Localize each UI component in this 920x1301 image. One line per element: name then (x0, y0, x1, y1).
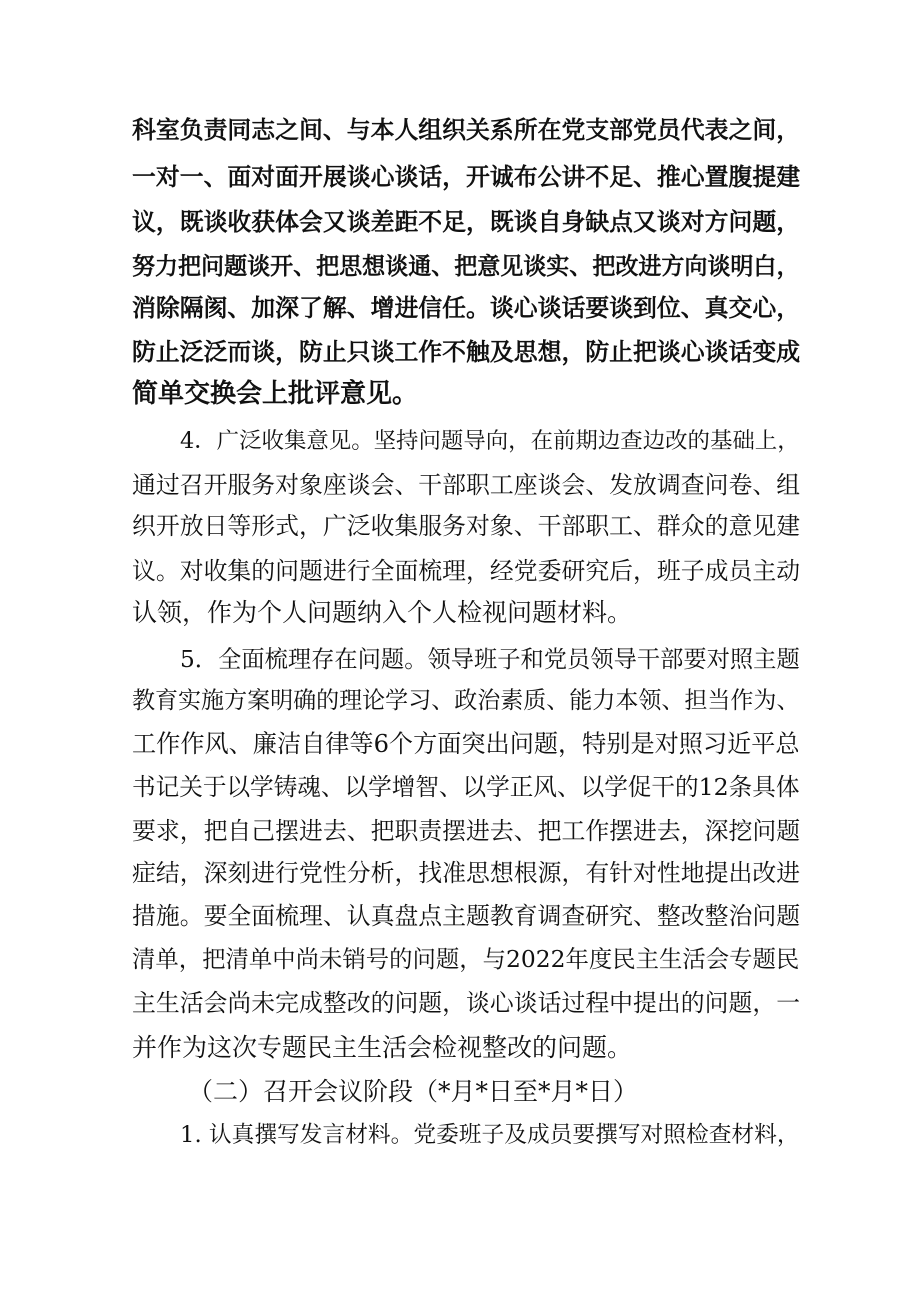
paragraph-line: 议。对收集的问题进行全面梳理，经党委研究后，班子成员主动 (132, 557, 801, 585)
paragraph-line: 清单，把清单中尚未销号的问题，与2022年度民主生活会专题民 (132, 945, 800, 973)
paragraph-line: 消除隔阂、加深了解、增进信任。谈心谈话要谈到位、真交心， (132, 294, 801, 322)
paragraph-line: 织开放日等形式，广泛收集服务对象、干部职工、群众的意见建 (132, 512, 801, 540)
paragraph-line: 并作为这次专题民主生活会检视整改的问题。 (132, 1033, 633, 1062)
paragraph-line: 认领，作为个人问题纳入个人检视问题材料。 (132, 598, 633, 627)
paragraph-line: 科室负责同志之间、与本人组织关系所在党支部党员代表之间， (132, 116, 801, 144)
paragraph-line: 书记关于以学铸魂、以学增智、以学正风、以学促干的12条具体 (132, 773, 800, 801)
paragraph-line: 教育实施方案明确的理论学习、政治素质、能力本领、担当作为、 (132, 688, 800, 714)
paragraph-line: 一对一、面对面开展谈心谈话，开诚布公讲不足、推心置腹提建 (132, 163, 801, 191)
paragraph-line: 工作作风、廉洁自律等6个方面突出问题，特别是对照习近平总 (132, 730, 800, 758)
paragraph-line: 通过召开服务对象座谈会、干部职工座谈会、发放调查问卷、组 (132, 471, 801, 499)
paragraph-line: 措施。要全面梳理、认真盘点主题教育调查研究、整改整治问题 (132, 902, 801, 930)
paragraph-line: 要求，把自己摆进去、把职责摆进去、把工作摆进去，深挖问题 (132, 817, 801, 845)
item-1-heading-line: 1. 认真撰写发言材料。党委班子及成员要撰写对照检查材料， (180, 1122, 800, 1148)
item-4-heading-line: 4．广泛收集意见。坚持问题导向，在前期边查边改的基础上， (180, 428, 800, 454)
paragraph-line: 症结，深刻进行党性分析，找准思想根源，有针对性地提出改进 (132, 859, 801, 887)
section-subheading: （二）召开会议阶段（*月*日至*月*日） (188, 1077, 639, 1106)
paragraph-line: 防止泛泛而谈，防止只谈工作不触及思想，防止把谈心谈话变成 (132, 338, 801, 366)
item-5-heading-line: 5．全面梳理存在问题。领导班子和党员领导干部要对照主题 (180, 646, 800, 673)
paragraph-line: 努力把问题谈开、把思想谈通、把意见谈实、把改进方向谈明白， (132, 254, 800, 280)
paragraph-line: 主生活会尚未完成整改的问题，谈心谈话过程中提出的问题，一 (132, 989, 801, 1017)
paragraph-line: 简单交换会上批评意见。 (132, 379, 419, 409)
paragraph-line: 议，既谈收获体会又谈差距不足，既谈自身缺点又谈对方问题， (132, 208, 801, 236)
